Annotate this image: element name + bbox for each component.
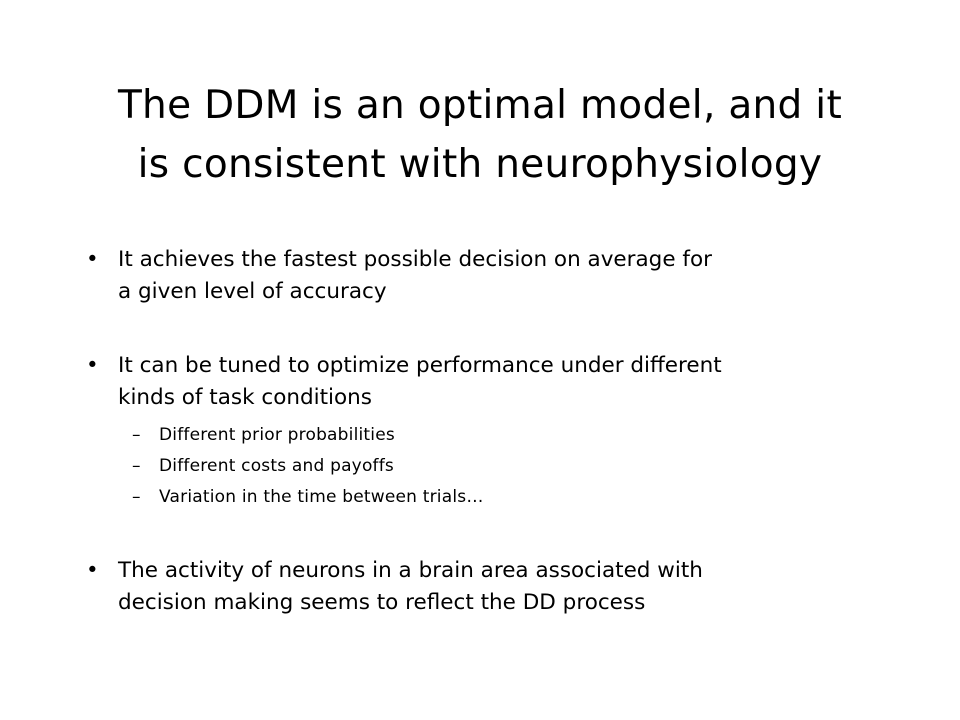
bullet-text-line-1: It can be tuned to optimize performance under different xyxy=(118,353,722,378)
sub-bullet-text: Different costs and payoffs xyxy=(159,456,394,476)
bullet-dot-icon: • xyxy=(86,353,99,378)
slide-title-line-1: The DDM is an optimal model, and it xyxy=(117,83,843,128)
bullet-text-line-2: a given level of accuracy xyxy=(118,279,387,304)
sub-bullet-item xyxy=(118,451,866,482)
dash-marker-icon: – xyxy=(132,425,141,445)
dash-marker-icon: – xyxy=(132,456,141,476)
sub-bullet-list xyxy=(118,420,866,513)
bullet-text-line-1: It achieves the fastest possible decision on average for xyxy=(118,247,712,272)
bullet-dot-icon: • xyxy=(86,247,99,272)
sub-bullet-item xyxy=(118,420,866,451)
sub-bullet-text: Variation in the time between trials… xyxy=(159,487,484,507)
bullet-list xyxy=(86,244,866,619)
slide-title-line-2: is consistent with neurophysiology xyxy=(137,142,823,187)
slide-title xyxy=(48,76,912,194)
bullet-text-line-1: The activity of neurons in a brain area associated with xyxy=(118,558,703,583)
dash-marker-icon: – xyxy=(132,487,141,507)
bullet-item-neural-activity xyxy=(86,555,866,619)
bullet-text-line-2: decision making seems to reflect the DD process xyxy=(118,590,646,615)
bullet-text-line-2: kinds of task conditions xyxy=(118,385,372,410)
bullet-item-fastest-decision xyxy=(86,244,866,308)
sub-bullet-item xyxy=(118,482,866,513)
bullet-item-tuning xyxy=(86,350,866,513)
sub-bullet-text: Different prior probabilities xyxy=(159,425,395,445)
bullet-dot-icon: • xyxy=(86,558,99,583)
